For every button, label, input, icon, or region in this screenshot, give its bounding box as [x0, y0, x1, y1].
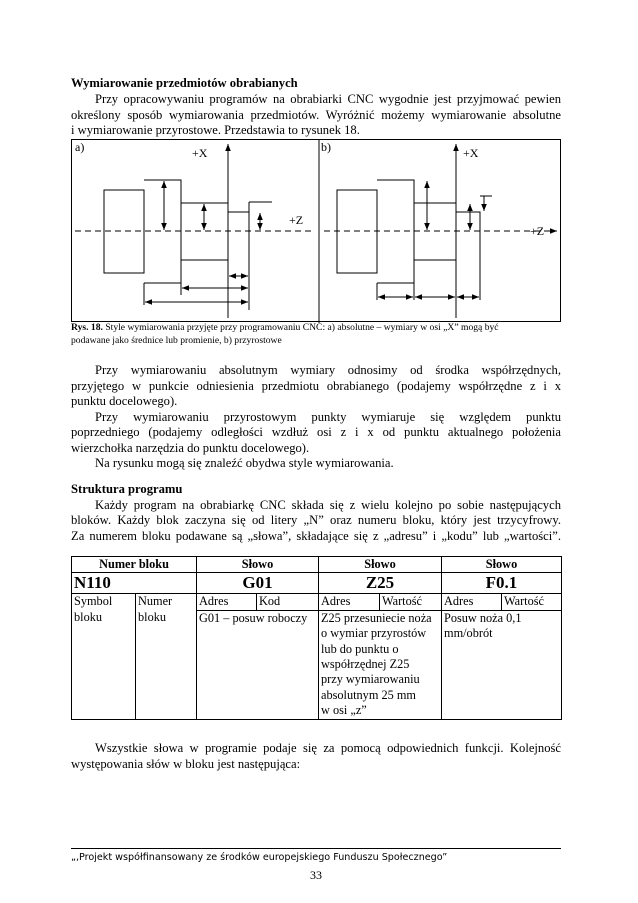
desc-g01: G01 – posuw roboczy: [197, 610, 319, 719]
header-word: Słowo: [197, 557, 319, 573]
table-subheader-row: [72, 594, 562, 610]
header-word: Słowo: [442, 557, 562, 573]
paragraph-line: Każdy program na obrabiarkę CNC składa się z wielu kolejno po sobie następujących: [95, 498, 561, 512]
value-block-number: N110: [72, 573, 197, 594]
paragraph-line: przyjętego w punkcie odniesienia przedmiotu obrabianego (podajemy współrzędne z i x: [71, 379, 561, 393]
cell-address: Adres: [197, 594, 257, 610]
footer-rule: [71, 848, 561, 849]
axis-x-label-b: +X: [463, 146, 479, 160]
panel-b-label: b): [321, 140, 331, 154]
figure-caption-line1: [71, 322, 499, 334]
cell-code: Kod: [257, 594, 319, 610]
cell-value: Wartość: [502, 594, 562, 610]
dimensioning-drawing: [72, 140, 562, 323]
desc-z25: Z25 przesuniecie noża o wymiar przyrostów lub do punktu o współrzędnej Z25 przy wymiarowaniu absolutnym 25 mm w osi „z”: [319, 610, 442, 719]
table-value-row: [72, 573, 562, 594]
paragraph-line: i wymiarowanie przyrostowe. Przedstawia to rysunek 18.: [71, 123, 360, 137]
paragraph-line: Przy wymiarowaniu absolutnym wymiary odnosimy od środka współrzędnych,: [95, 363, 561, 377]
cell-number: Numer bloku: [136, 594, 197, 719]
cell-value: Wartość: [380, 594, 442, 610]
figure-18: [71, 139, 561, 322]
figure-caption-line2: podawane jako średnice lub promienie, b) przyrostowe: [71, 335, 282, 346]
header-word: Słowo: [319, 557, 442, 573]
axis-z-label-b: +Z: [530, 224, 545, 238]
value-f-code: F0.1: [442, 573, 562, 594]
axis-z-label-a: +Z: [289, 213, 304, 227]
value-z-code: Z25: [319, 573, 442, 594]
paragraph-line: określony sposób wymiarowania przedmiotów. Wyróżnić możemy wymiarowanie absolutne: [71, 108, 561, 122]
value-g-code: G01: [197, 573, 319, 594]
block-structure-table: [71, 556, 562, 720]
paragraph-line: Na rysunku mogą się znaleźć obydwa style wymiarowania.: [95, 456, 394, 470]
desc-f01: Posuw noża 0,1 mm/obrót: [442, 610, 562, 719]
section-heading-dimensioning: Wymiarowanie przedmiotów obrabianych: [71, 76, 298, 90]
workpiece-step3-b: [456, 212, 480, 231]
paragraph-line: Przy wymiarowaniu przyrostowym punkty wymiaruje się względem punktu: [95, 410, 561, 424]
paragraph-line: punktu docelowego).: [71, 394, 178, 408]
cell-symbol: Symbol bloku: [72, 594, 136, 719]
paragraph-line: Za numerem bloku podawane są „słowa”, składające się z „adresu” i „kodu” lub „wartości”.: [71, 529, 561, 543]
paragraph-line: bloków. Każdy blok zaczyna się od litery „N” oraz numeru bloku, który jest trzycyfrowy.: [71, 513, 561, 527]
cell-address: Adres: [319, 594, 380, 610]
paragraph-line: poprzedniego (podajemy odległości wzdłuż osi z i x od punktu aktualnego położenia: [71, 425, 561, 439]
paragraph-line: wierzchołka narzędzia do punktu docelowego).: [71, 441, 310, 455]
page-number: 33: [310, 868, 322, 882]
cell-address: Adres: [442, 594, 502, 610]
paragraph-line: występowania słów w bloku jest następująca:: [71, 757, 301, 771]
panel-a-label: a): [75, 140, 85, 154]
table-header-row: [72, 557, 562, 573]
section-heading-program-structure: Struktura programu: [71, 482, 183, 496]
axis-x-label-a: +X: [192, 146, 208, 160]
header-block-number: Numer bloku: [72, 557, 197, 573]
paragraph-line: Wszystkie słowa w programie podaje się za pomocą odpowiednich funkcji. Kolejność: [95, 741, 561, 755]
paragraph-line: Przy opracowywaniu programów na obrabiarki CNC wygodnie jest przyjmować pewien: [95, 92, 561, 106]
caption-text: Style wymiarowania przyjęte przy programowaniu CNC: a) absolutne – wymiary w osi „X” mogą być: [102, 322, 499, 333]
caption-number: Rys. 18.: [71, 322, 103, 333]
footer-text: „,Projekt współfinansowany ze środków europejskiego Funduszu Społecznego”: [71, 852, 448, 863]
